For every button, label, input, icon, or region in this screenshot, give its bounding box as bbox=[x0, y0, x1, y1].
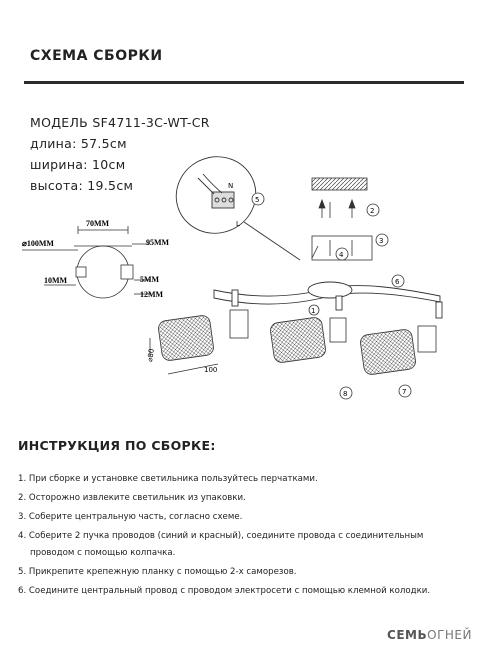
width-label: ширина: 10см bbox=[30, 157, 126, 172]
brand-logo bbox=[387, 628, 472, 642]
shade-2 bbox=[269, 317, 346, 364]
callout-3: 3 bbox=[379, 237, 384, 245]
instructions-title: ИНСТРУКЦИЯ ПО СБОРКЕ: bbox=[18, 438, 216, 453]
wire-letter-n: N bbox=[228, 182, 234, 190]
shade-1 bbox=[150, 310, 248, 374]
height-label: высота: 19.5см bbox=[30, 178, 134, 193]
callout-4: 4 bbox=[339, 251, 344, 259]
step-5: 5. Прикрепите крепежную планку с помощью 2-х саморезов. bbox=[18, 567, 297, 577]
step-2: 2. Осторожно извлеките светильник из упаковки. bbox=[18, 493, 246, 503]
callout-7: 7 bbox=[402, 388, 407, 396]
step-4-continued: проводом с помощью колпачка. bbox=[30, 548, 176, 558]
step-4: 4. Соберите 2 пучка проводов (синий и красный), соедините провода с соединительным bbox=[18, 531, 424, 541]
step-3: 3. Соберите центральную часть, согласно схеме. bbox=[18, 512, 243, 522]
step-1: 1. При сборке и установке светильника пользуйтесь перчатками. bbox=[18, 474, 318, 484]
dim-70: 70MM bbox=[86, 219, 110, 228]
dim-10: 10MM bbox=[44, 276, 68, 285]
header-divider bbox=[24, 81, 464, 84]
dim-95: 95MM bbox=[146, 238, 170, 247]
callout-8: 8 bbox=[343, 390, 348, 398]
callout-5: 5 bbox=[255, 196, 260, 204]
shade-length: 100 bbox=[204, 366, 218, 374]
wire-letter-l: L bbox=[236, 220, 240, 228]
step-6: 6. Соедините центральный провод с проводом электросети с помощью клемной колодки. bbox=[18, 586, 431, 596]
instructions-list bbox=[18, 470, 478, 601]
length-label: длина: 57.5см bbox=[30, 136, 127, 151]
brand-part-2: ОГНЕЙ bbox=[427, 628, 472, 642]
callout-6: 6 bbox=[395, 278, 400, 286]
shade-diameter: ⌀80 bbox=[146, 348, 156, 363]
shade-3 bbox=[359, 326, 436, 375]
wiring-detail bbox=[165, 150, 300, 260]
model-label: МОДЕЛЬ SF4711-3C-WT-CR bbox=[30, 115, 210, 130]
assembly-diagram bbox=[0, 150, 488, 410]
callout-2: 2 bbox=[370, 207, 375, 215]
page-title: СХЕМА СБОРКИ bbox=[30, 48, 163, 64]
dim-100: ⌀100MM bbox=[22, 239, 54, 248]
dimension-drawing bbox=[22, 226, 150, 298]
dim-12: 12MM bbox=[140, 290, 164, 299]
brand-part-1: СЕМЬ bbox=[387, 628, 428, 642]
dim-5: 5MM bbox=[140, 275, 160, 284]
callout-1: 1 bbox=[311, 307, 316, 315]
